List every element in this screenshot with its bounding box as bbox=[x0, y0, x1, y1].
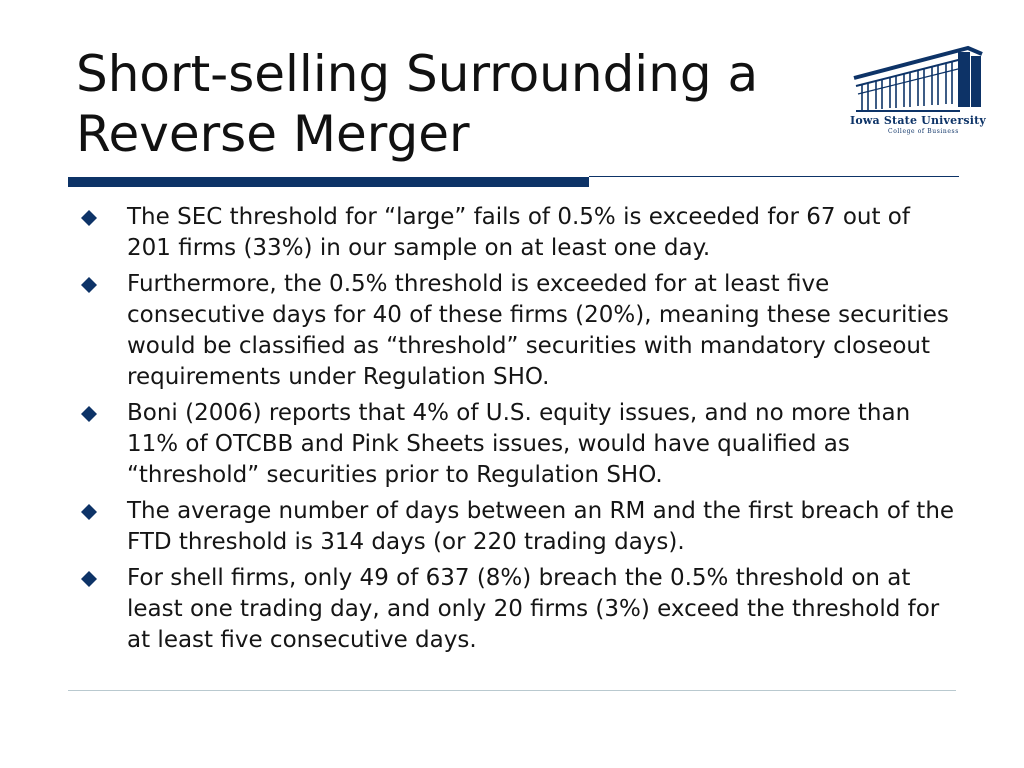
diamond-bullet-icon bbox=[80, 503, 98, 521]
bullet-item-4 bbox=[80, 496, 960, 558]
diamond-bullet-icon bbox=[80, 209, 98, 227]
slide-title bbox=[76, 44, 836, 164]
title-divider-thick bbox=[68, 177, 589, 187]
slide-title-line-1: Short-selling Surrounding a bbox=[76, 45, 759, 103]
logo-university-name: Iowa State University bbox=[850, 114, 986, 127]
bullet-item-3 bbox=[80, 398, 960, 491]
diamond-bullet-icon bbox=[80, 570, 98, 588]
bullet-text: Furthermore, the 0.5% threshold is exceeded for at least five consecutive days for 40 of these firms (20%), meaning these securities would be classified as “threshold” securities with mandatory closeout requirements under Regulation SHO. bbox=[127, 271, 949, 390]
bullet-item-2 bbox=[80, 269, 960, 393]
bullet-list bbox=[80, 202, 960, 661]
bullet-text: The average number of days between an RM and the first breach of the FTD threshold is 314 days (or 220 trading days). bbox=[127, 498, 955, 555]
logo-college-name: College of Business bbox=[888, 128, 959, 135]
title-divider-thin bbox=[589, 176, 959, 177]
university-logo-text bbox=[850, 114, 985, 135]
bullet-item-1 bbox=[80, 202, 960, 264]
bullet-text: The SEC threshold for “large” fails of 0.5% is exceeded for 67 out of 201 firms (33%) in our sample on at least one day. bbox=[127, 204, 910, 261]
bullet-text: For shell firms, only 49 of 637 (8%) breach the 0.5% threshold on at least one trading day, and only 20 firms (3%) exceed the threshold for at least five consecutive days. bbox=[127, 565, 940, 653]
bullet-text: Boni (2006) reports that 4% of U.S. equity issues, and no more than 11% of OTCBB and Pink Sheets issues, would have qualified as “threshold” securities prior to Regulation SHO. bbox=[127, 400, 911, 488]
diamond-bullet-icon bbox=[80, 405, 98, 423]
footer-divider bbox=[68, 690, 956, 691]
bullet-item-5 bbox=[80, 563, 960, 656]
slide-title-line-2: Reverse Merger bbox=[76, 105, 470, 163]
diamond-bullet-icon bbox=[80, 276, 98, 294]
